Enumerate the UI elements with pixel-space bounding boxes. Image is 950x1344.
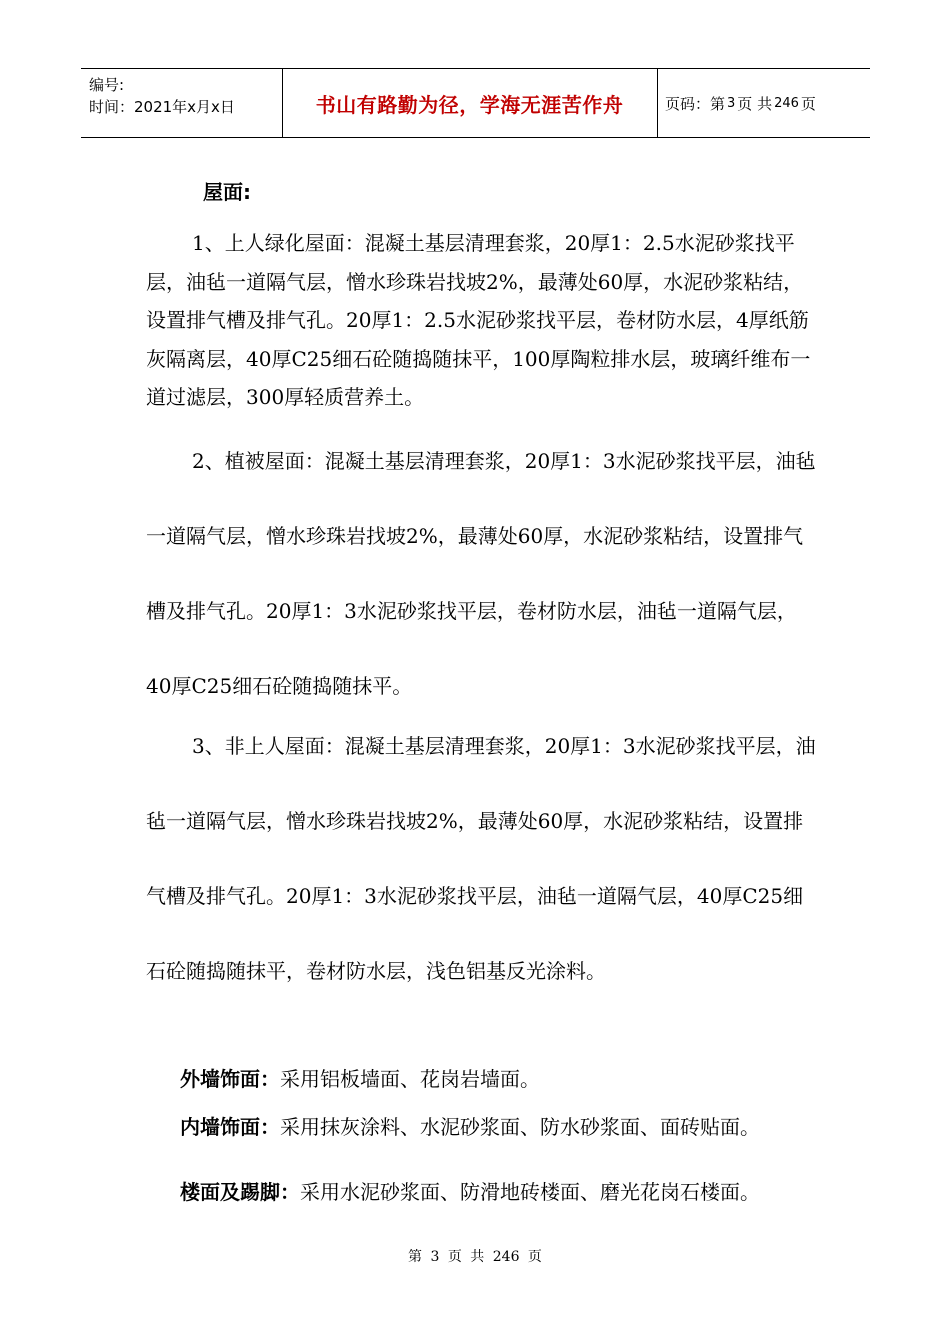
finish-label: 楼面及踢脚： [180, 1180, 300, 1204]
page-mid: 页 共 [737, 94, 773, 113]
document-number-label: 编号: [89, 76, 125, 94]
page-total: 246 [774, 95, 799, 111]
section-heading: 屋面: [203, 180, 251, 204]
finish-text: 采用水泥砂浆面、防滑地砖楼面、磨光花岗石楼面。 [300, 1180, 760, 1204]
header-motto: 书山有路勤为径，学海无涯苦作舟 [315, 92, 624, 117]
paragraph-green-roof: 1、上人绿化屋面：混凝土基层清理套浆，20厚1：2.5水泥砂浆找平层，油毡一道隔气层，憎水珍珠岩找坡2%，最薄处60厚，水泥砂浆粘结，设置排气槽及排气孔。20厚1：2.5水泥砂浆找平层，卷材防水层，4厚纸筋灰隔离层，40厚C25细石砼随捣随抹平，100厚陶粒排水层，玻璃纤维布一道过滤层，300厚轻质营养土。 [146, 231, 811, 409]
page-current: 3 [727, 95, 736, 111]
page-footer: 第 3 页 共 246 页 [408, 1249, 542, 1265]
exterior-wall-finish [180, 1063, 540, 1092]
finish-label: 外墙饰面： [180, 1067, 280, 1091]
header-divider [657, 69, 658, 137]
finish-text: 采用铝板墙面、花岗岩墙面。 [280, 1067, 540, 1091]
page-suffix: 页 [800, 94, 816, 113]
paragraph-nonaccessible-roof: 3、非上人屋面：混凝土基层清理套浆，20厚1：3水泥砂浆找平层，油毡一道隔气层，憎水珍珠岩找坡2%，最薄处60厚，水泥砂浆粘结，设置排气槽及排气孔。20厚1：3水泥砂浆找平层，油毡一道隔气层，40厚C25细石砼随捣随抹平，卷材防水层，浅色铝基反光涂料。 [146, 734, 816, 983]
header-meta [89, 74, 235, 118]
header-page-info [665, 69, 816, 137]
document-date: 时间：2021年x月x日 [89, 98, 235, 116]
floor-and-skirting-finish [180, 1176, 760, 1205]
paragraph-planted-roof: 2、植被屋面：混凝土基层清理套浆，20厚1：3水泥砂浆找平层，油毡一道隔气层，憎水珍珠岩找坡2%，最薄处60厚，水泥砂浆粘结，设置排气槽及排气孔。20厚1：3水泥砂浆找平层，卷材防水层，油毡一道隔气层，40厚C25细石砼随捣随抹平。 [146, 449, 816, 698]
page-header [81, 68, 870, 138]
finish-label: 内墙饰面： [180, 1115, 280, 1139]
finish-text: 采用抹灰涂料、水泥砂浆面、防水砂浆面、面砖贴面。 [280, 1115, 760, 1139]
page-prefix: 页码：第 [665, 94, 726, 113]
interior-wall-finish [180, 1111, 760, 1140]
